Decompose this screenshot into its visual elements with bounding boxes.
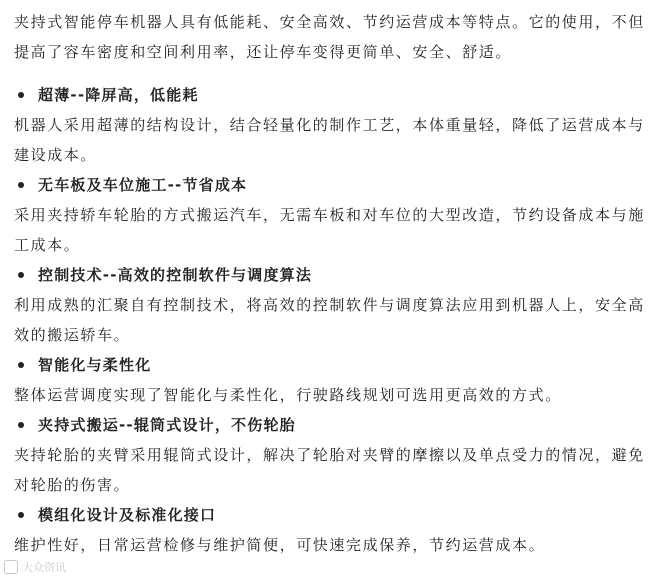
section-5 <box>14 410 652 500</box>
section-3 <box>14 260 652 350</box>
section-title: 夹持式搬运--辊筒式设计，不伤轮胎 <box>14 410 652 440</box>
section-body: 夹持轮胎的夹臂采用辊筒式设计，解决了轮胎对夹臂的摩擦以及单点受力的情况，避免对轮胎的伤害。 <box>14 446 645 494</box>
section-4 <box>14 350 652 410</box>
section-body: 采用夹持轿车轮胎的方式搬运汽车，无需车板和对车位的大型改造，节约设备成本与施工成本。 <box>14 206 645 254</box>
bullet-icon <box>18 182 24 188</box>
bullet-icon <box>18 422 24 428</box>
section-title: 控制技术--高效的控制软件与调度算法 <box>14 260 652 290</box>
watermark-logo-icon <box>4 560 18 574</box>
section-title: 超薄--降屏高，低能耗 <box>14 80 652 110</box>
watermark-text: 大众资讯 <box>22 561 66 574</box>
watermark <box>4 559 66 575</box>
section-body: 利用成熟的汇聚自有控制技术，将高效的控制软件与调度算法应用到机器人上，安全高效的搬运轿车。 <box>14 296 645 344</box>
section-title: 模组化设计及标准化接口 <box>14 500 652 530</box>
section-body: 整体运营调度实现了智能化与柔性化，行驶路线规划可选用更高效的方式。 <box>14 386 562 404</box>
bullet-icon <box>18 362 24 368</box>
section-2 <box>14 170 652 260</box>
bullet-icon <box>18 512 24 518</box>
section-body: 机器人采用超薄的结构设计，结合轻量化的制作工艺，本体重量轻，降低了运营成本与建设成本。 <box>14 116 645 164</box>
section-body: 维护性好，日常运营检修与维护简便，可快速完成保养，节约运营成本。 <box>14 536 546 554</box>
intro-paragraph: 夹持式智能停车机器人具有低能耗、安全高效、节约运营成本等特点。它的使用，不但提高了容车密度和空间利用率，还让停车变得更简单、安全、舒适。 <box>14 13 645 61</box>
section-title: 智能化与柔性化 <box>14 350 652 380</box>
section-6 <box>14 500 652 560</box>
article <box>14 7 652 560</box>
section-1 <box>14 80 652 170</box>
bullet-icon <box>18 272 24 278</box>
bullet-icon <box>18 92 24 98</box>
section-title: 无车板及车位施工--节省成本 <box>14 170 652 200</box>
